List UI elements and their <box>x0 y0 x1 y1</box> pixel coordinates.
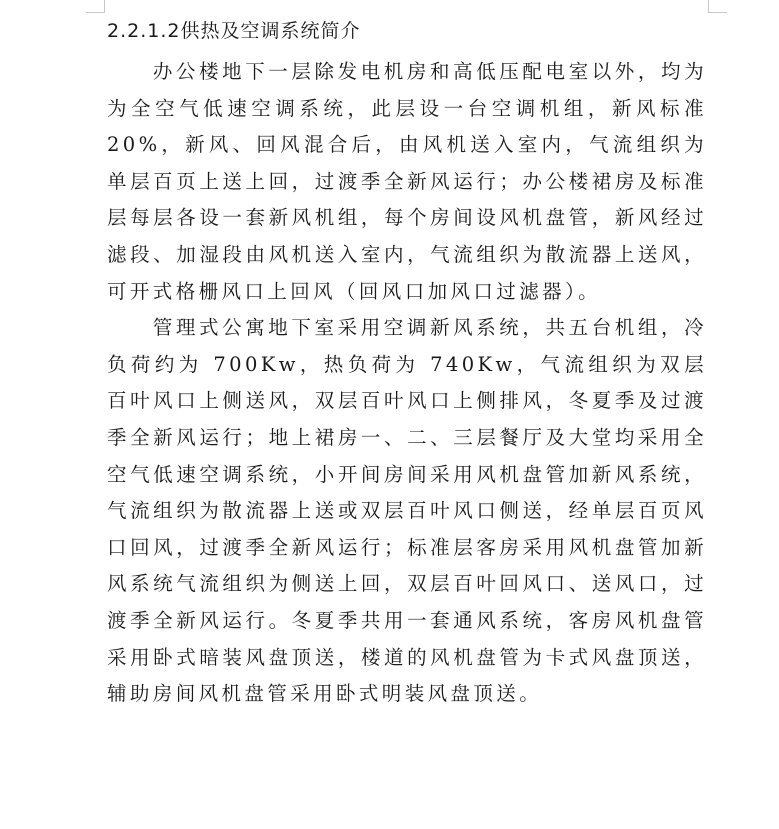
paragraph-office-building: 办公楼地下一层除发电机房和高低压配电室以外，均为为全空气低速空调系统，此层设一台空调机组，新风标准 20%，新风、回风混合后，由风机送入室内，气流组织为单层百页上送上回，过渡季全新风运行；办公楼裙房及标准层每层各设一套新风机组，每个房间设风机盘管，新风经过滤段、加湿段由风机送入室内，气流组织为散流器上送风，可开式格栅风口上回风（回风口加风口过滤器）。 <box>107 60 707 303</box>
document-body[interactable] <box>107 14 707 713</box>
section-heading: 2.2.1.2供热及空调系统简介 <box>107 20 361 42</box>
paragraph-apartment-building: 管理式公寓地下室采用空调新风系统，共五台机组，冷负荷约为 700Kw，热负荷为 740Kw，气流组织为双层百叶风口上侧送风，双层百叶风口上侧排风，冬夏季及过渡季全新风运行；地上裙房一、二、三层餐厅及大堂均采用全空气低速空调系统，小开间房间采用风机盘管加新风系统，气流组织为散流器上送或双层百叶风口侧送，经单层百页风口回风，过渡季全新风运行；标准层客房采用风机盘管加新风系统气流组织为侧送上回，双层百叶回风口、送风口，过渡季全新风运行。冬夏季共用一套通风系统，客房风机盘管采用卧式暗装风盘顶送，楼道的风机盘管为卡式风盘顶送，辅助房间风机盘管采用卧式明装风盘顶送。 <box>107 316 707 706</box>
page-corner-mark-right <box>708 0 727 13</box>
page-corner-mark-left <box>86 0 105 13</box>
